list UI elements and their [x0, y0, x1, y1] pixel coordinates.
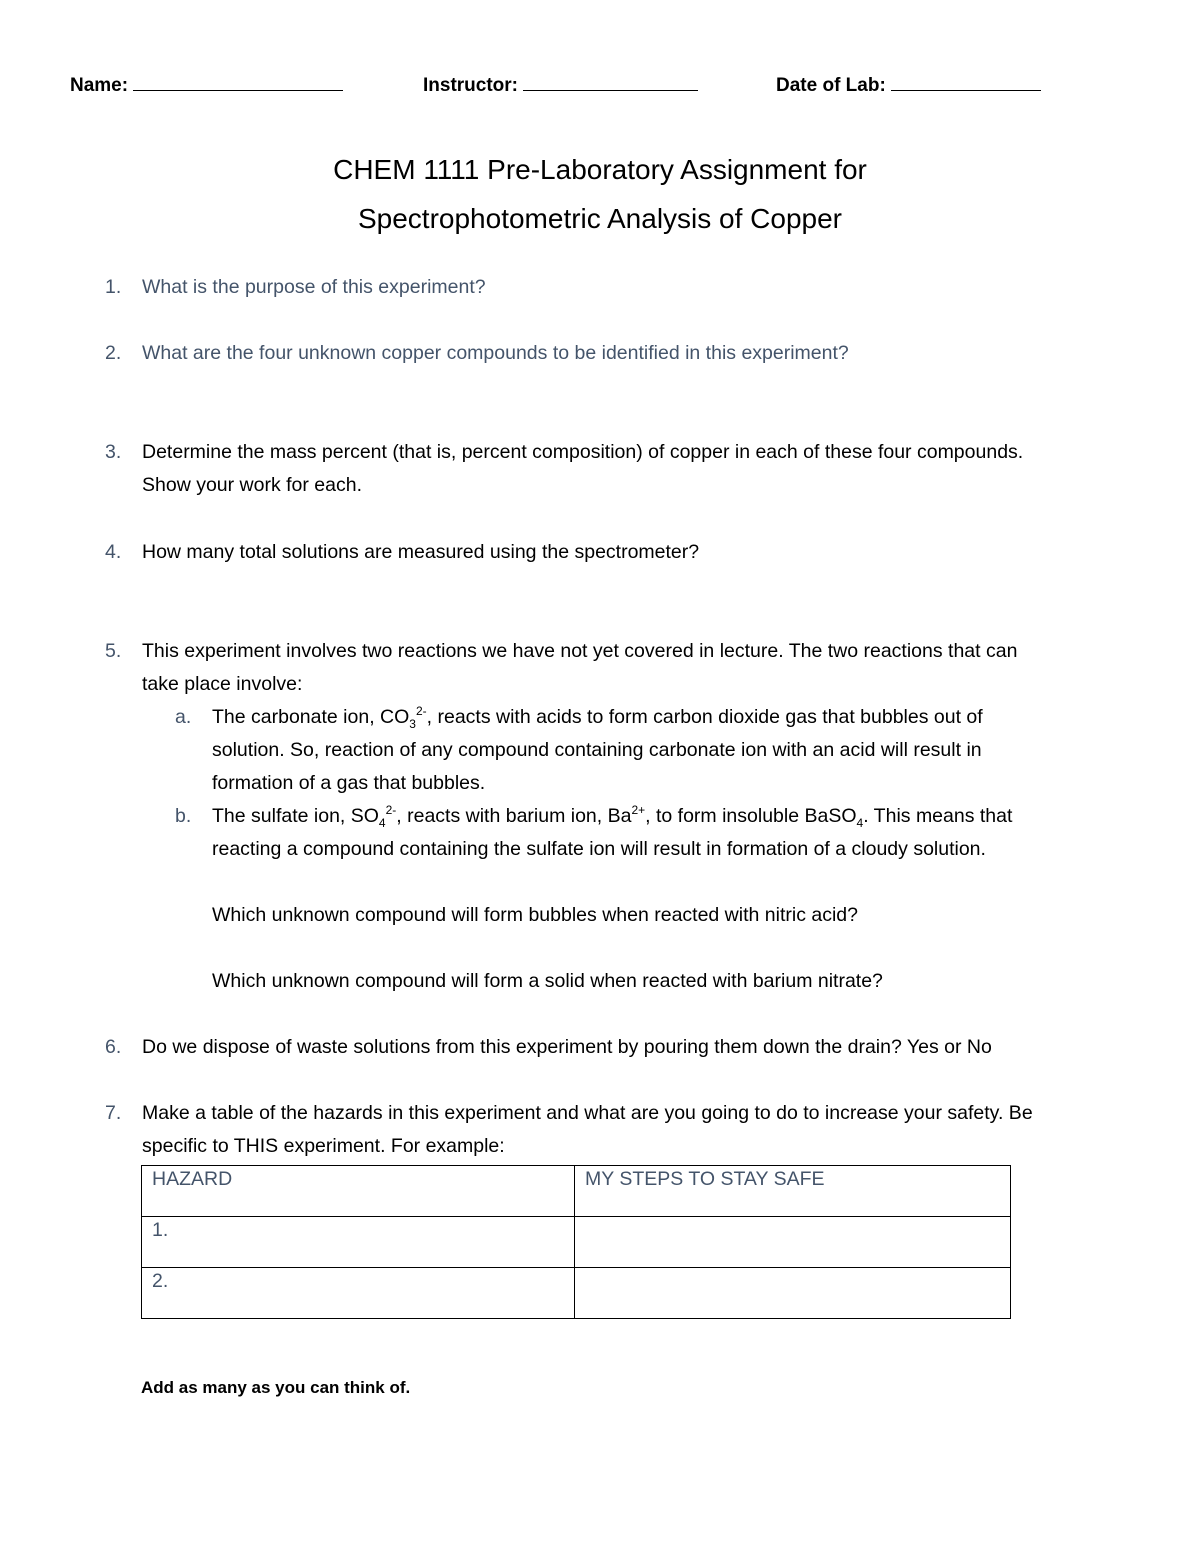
column-header-hazard: HAZARD — [142, 1166, 575, 1217]
follow-up-question-bubbles: Which unknown compound will form bubbles when reacted with nitric acid? — [212, 904, 858, 926]
question-text-line-2: Show your work for each. — [142, 474, 363, 496]
question-number: 5. — [105, 640, 122, 662]
question-number: 1. — [105, 276, 122, 298]
question-number: 3. — [105, 441, 122, 463]
column-header-safety-steps: MY STEPS TO STAY SAFE — [575, 1166, 1011, 1217]
date-label: Date of Lab: — [776, 75, 886, 96]
hazard-cell[interactable]: 2. — [142, 1268, 575, 1319]
safety-steps-cell[interactable] — [575, 1217, 1011, 1268]
question-number: 2. — [105, 342, 122, 364]
instructor-field — [423, 72, 698, 97]
table-header-row — [142, 1166, 1011, 1217]
sub-item-text-line-3: formation of a gas that bubbles. — [212, 772, 486, 794]
sub-item-text-line-1: The carbonate ion, $CO_3^{2-}$, reacts with acids to form carbon dioxide gas that bubbles out of — [212, 703, 983, 731]
name-blank[interactable] — [133, 72, 343, 91]
question-text-line-1: This experiment involves two reactions we have not yet covered in lecture. The two reactions that can — [142, 640, 1018, 662]
table-row — [142, 1268, 1011, 1319]
hazard-table — [141, 1165, 1011, 1319]
question-text: Do we dispose of waste solutions from this experiment by pouring them down the drain? Yes or No — [142, 1036, 992, 1058]
question-number: 7. — [105, 1102, 122, 1124]
sub-item-number: b. — [175, 805, 192, 827]
sub-item-text-line-2: solution. So, reaction of any compound containing carbonate ion with an acid will result in — [212, 739, 982, 761]
sub-item-text-line-1: The sulfate ion, $SO_4^{2-}$, reacts with barium ion, $Ba^{2+}$, to form insoluble BaSO$_4$. This means that — [212, 802, 1013, 830]
question-text: What are the four unknown copper compounds to be identified in this experiment? — [142, 342, 849, 364]
page-title-line-2: Spectrophotometric Analysis of Copper — [357, 203, 843, 234]
student-info-header — [70, 72, 1130, 104]
follow-up-question-solid: Which unknown compound will form a solid when reacted with barium nitrate? — [212, 970, 883, 992]
question-text-line-1: Determine the mass percent (that is, percent composition) of copper in each of these four compounds. — [142, 441, 1024, 463]
question-text-line-2: take place involve: — [142, 673, 303, 695]
question-number: 4. — [105, 541, 122, 563]
name-field — [70, 72, 343, 97]
sub-item-text-line-2: reacting a compound containing the sulfate ion will result in formation of a cloudy solution. — [212, 838, 986, 860]
sub-item-number: a. — [175, 706, 192, 728]
instructor-blank[interactable] — [523, 72, 698, 91]
question-number: 6. — [105, 1036, 122, 1058]
name-label: Name: — [70, 75, 129, 96]
question-text: How many total solutions are measured using the spectrometer? — [142, 541, 700, 563]
question-text-line-1: Make a table of the hazards in this experiment and what are you going to do to increase your safety. Be — [142, 1102, 1033, 1124]
page-title-line-1: CHEM 1111 Pre-Laboratory Assignment for — [333, 154, 867, 185]
question-text-line-2: specific to THIS experiment. For example: — [142, 1135, 505, 1157]
hazard-cell[interactable]: 1. — [142, 1217, 575, 1268]
date-field — [776, 72, 1041, 97]
safety-steps-cell[interactable] — [575, 1268, 1011, 1319]
table-row — [142, 1217, 1011, 1268]
instructor-label: Instructor: — [423, 75, 518, 96]
question-text: What is the purpose of this experiment? — [142, 276, 486, 298]
date-blank[interactable] — [891, 72, 1041, 91]
footer-note: Add as many as you can think of. — [141, 1378, 411, 1397]
